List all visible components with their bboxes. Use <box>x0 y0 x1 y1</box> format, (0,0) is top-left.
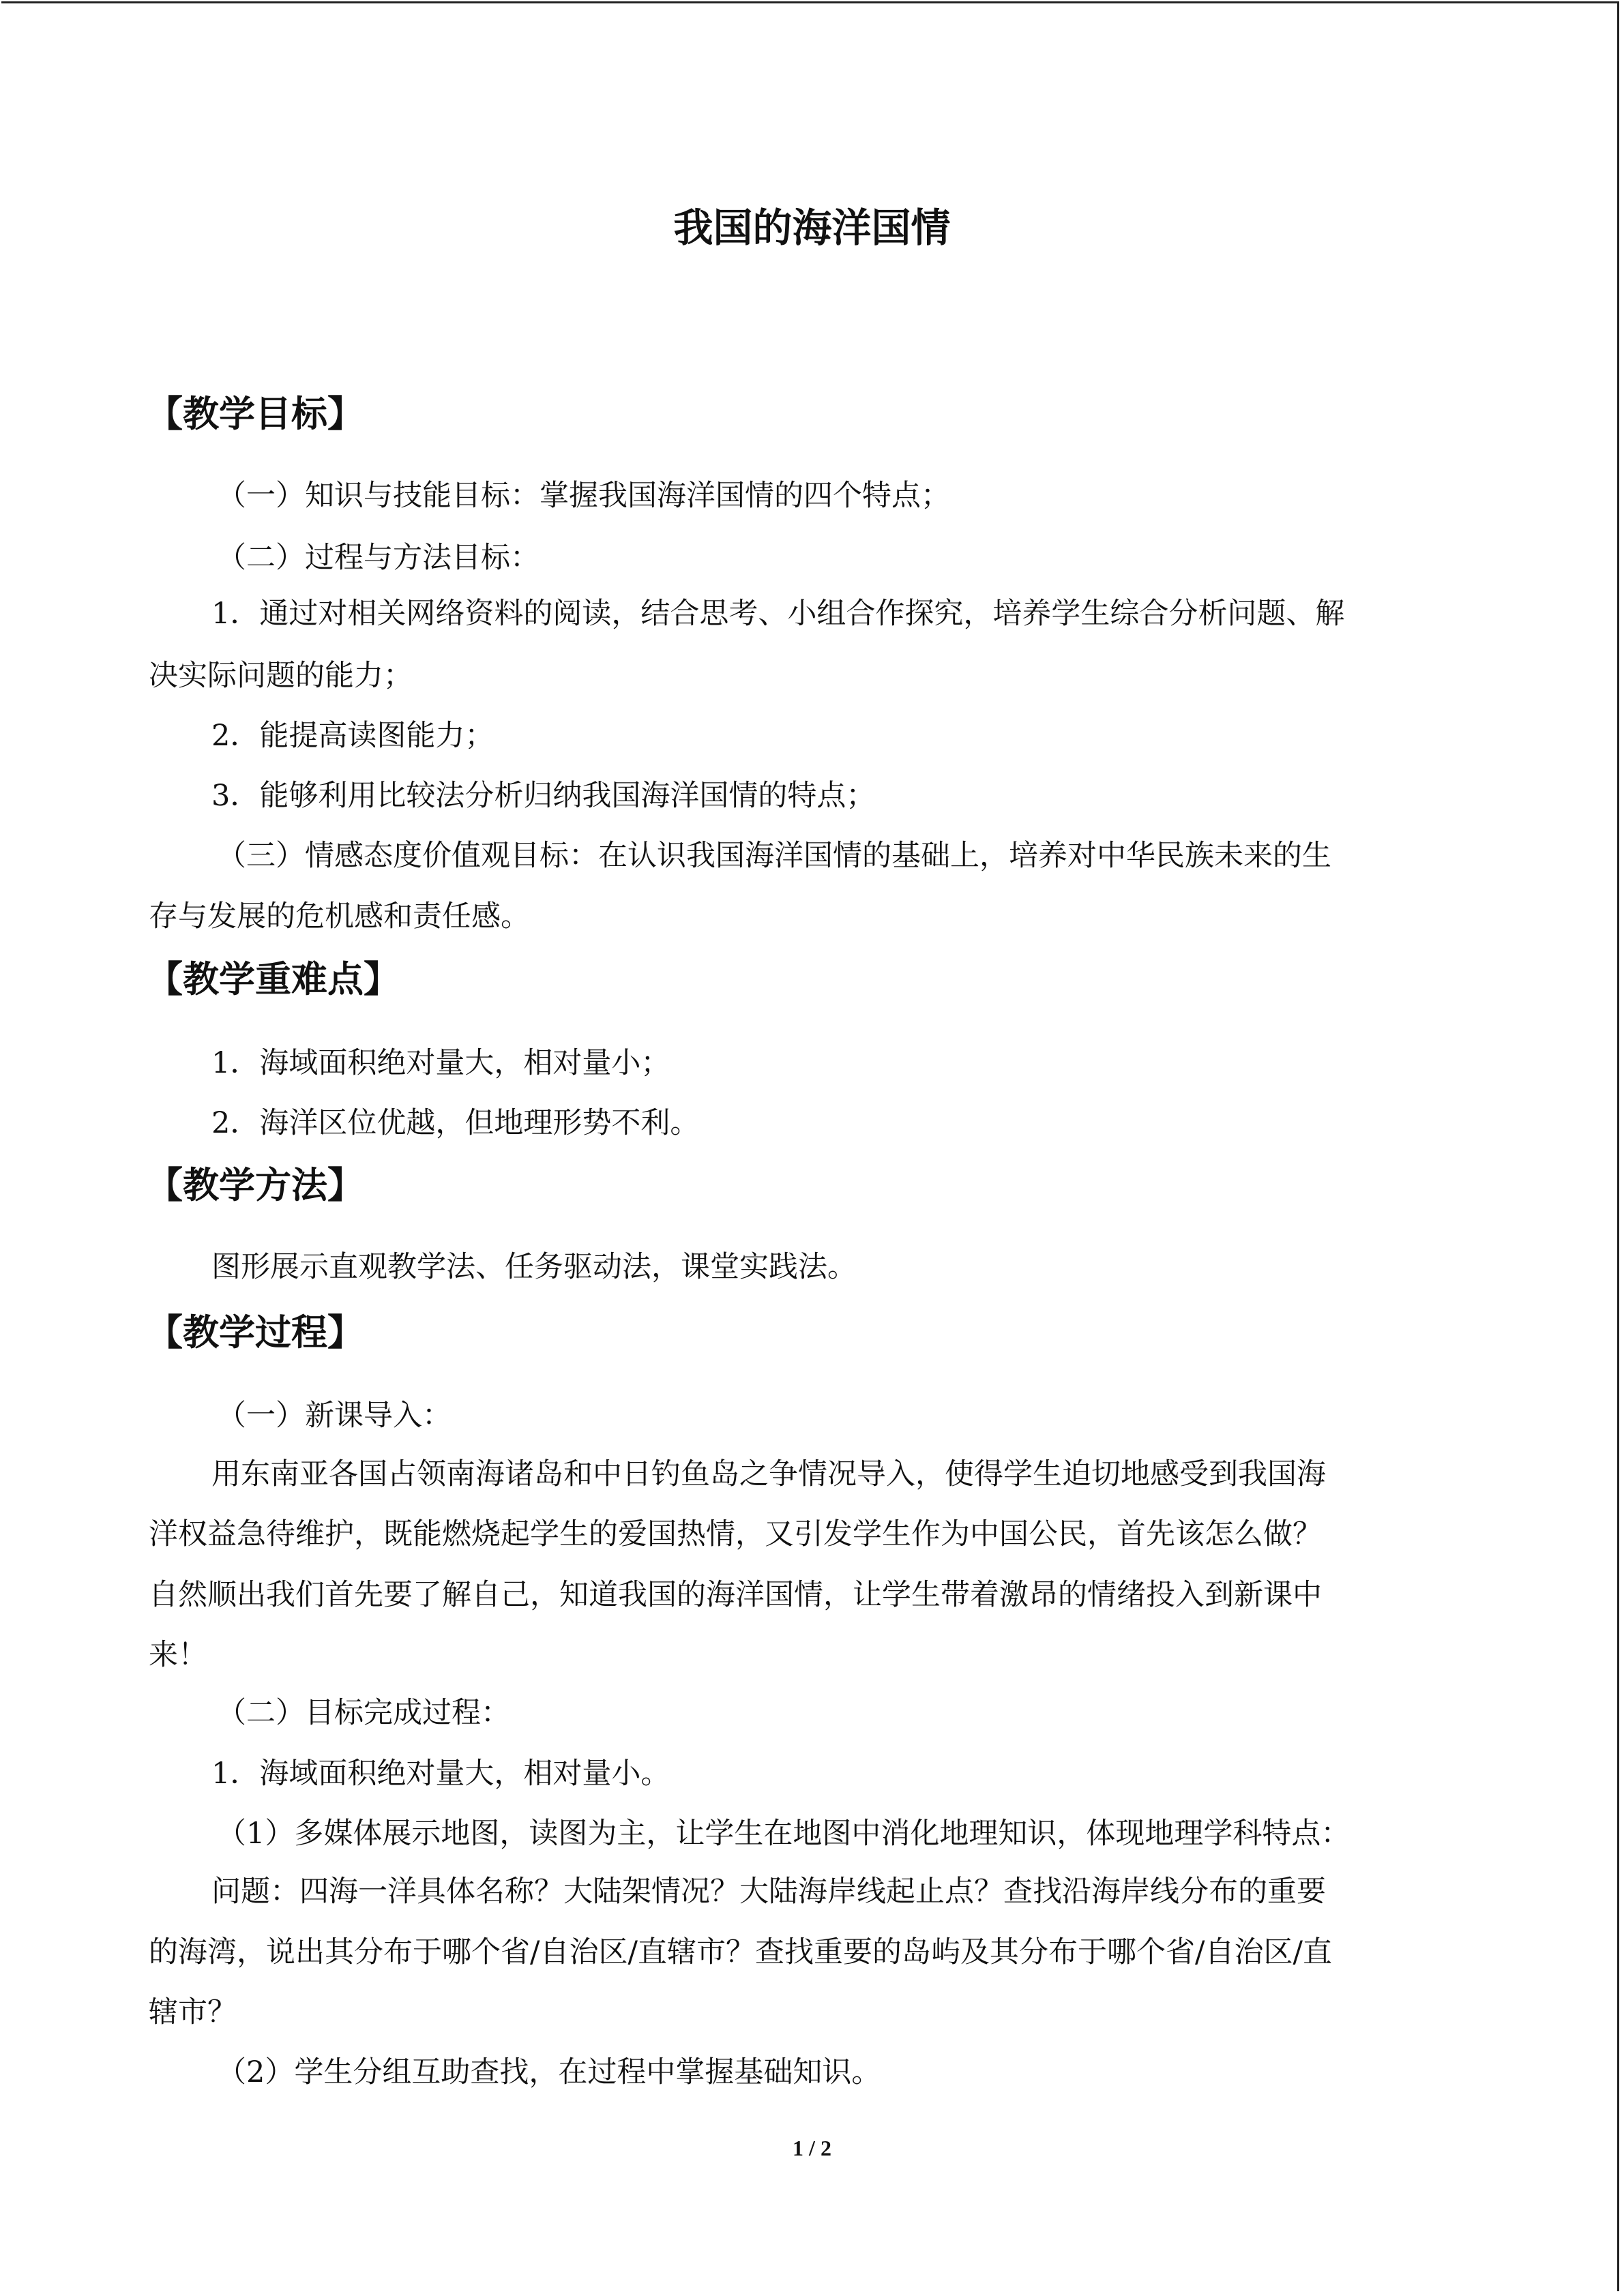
process-line-4: 自然顺出我们首先要了解自己，知道我国的海洋国情，让学生带着激昂的情绪投入到新课中 <box>149 1578 1322 1612</box>
process-line-10: 的海湾，说出其分布于哪个省/自治区/直辖市？查找重要的岛屿及其分布于哪个省/自治区/直 <box>149 1935 1332 1969</box>
goals-line-3: 1．通过对相关网络资料的阅读，结合思考、小组合作探究，培养学生综合分析问题、解 <box>211 597 1345 631</box>
goals-line-8: 存与发展的危机感和责任感。 <box>149 899 530 934</box>
goals-line-7: （三）情感态度价值观目标：在认识我国海洋国情的基础上，培养对中华民族未来的生 <box>217 839 1331 873</box>
process-line-12: （2）学生分组互助查找，在过程中掌握基础知识。 <box>217 2055 881 2089</box>
process-line-11: 辖市？ <box>149 1995 237 2029</box>
page-number: 1 / 2 <box>793 2136 831 2160</box>
goals-line-6: 3．能够利用比较法分析归纳我国海洋国情的特点； <box>211 779 876 813</box>
goals-line-5: 2．能提高读图能力； <box>211 719 494 753</box>
process-line-8: （1）多媒体展示地图，读图为主，让学生在地图中消化地理知识，体现地理学科特点： <box>217 1817 1350 1851</box>
goals-line-4: 决实际问题的能力； <box>149 659 413 693</box>
heading-goals: 【教学目标】 <box>147 393 364 435</box>
key-points-line-2: 2．海洋区位优越，但地理形势不利。 <box>211 1106 700 1140</box>
process-line-6: （二）目标完成过程： <box>217 1696 510 1730</box>
methods-line-1: 图形展示直观教学法、任务驱动法，课堂实践法。 <box>211 1250 857 1284</box>
goals-line-2: （二）过程与方法目标： <box>217 541 540 575</box>
process-line-1: （一）新课导入： <box>217 1399 452 1433</box>
heading-process: 【教学过程】 <box>147 1311 364 1354</box>
process-line-7: 1．海域面积绝对量大，相对量小。 <box>211 1757 670 1791</box>
process-line-2: 用东南亚各国占领南海诸岛和中日钓鱼岛之争情况导入，使得学生迫切地感受到我国海 <box>211 1457 1326 1491</box>
key-points-line-1: 1．海域面积绝对量大，相对量小； <box>211 1046 670 1080</box>
process-line-5: 来！ <box>149 1638 207 1672</box>
heading-key-points: 【教学重难点】 <box>147 958 400 1000</box>
heading-methods: 【教学方法】 <box>147 1164 364 1206</box>
process-line-9: 问题：四海一洋具体名称？大陆架情况？大陆海岸线起止点？查找沿海岸线分布的重要 <box>211 1875 1326 1909</box>
goals-line-1: （一）知识与技能目标：掌握我国海洋国情的四个特点； <box>217 479 950 513</box>
document-title: 我国的海洋国情 <box>673 205 951 251</box>
process-line-3: 洋权益急待维护，既能燃烧起学生的爱国热情，又引发学生作为中国公民，首先该怎么做？ <box>149 1517 1322 1551</box>
